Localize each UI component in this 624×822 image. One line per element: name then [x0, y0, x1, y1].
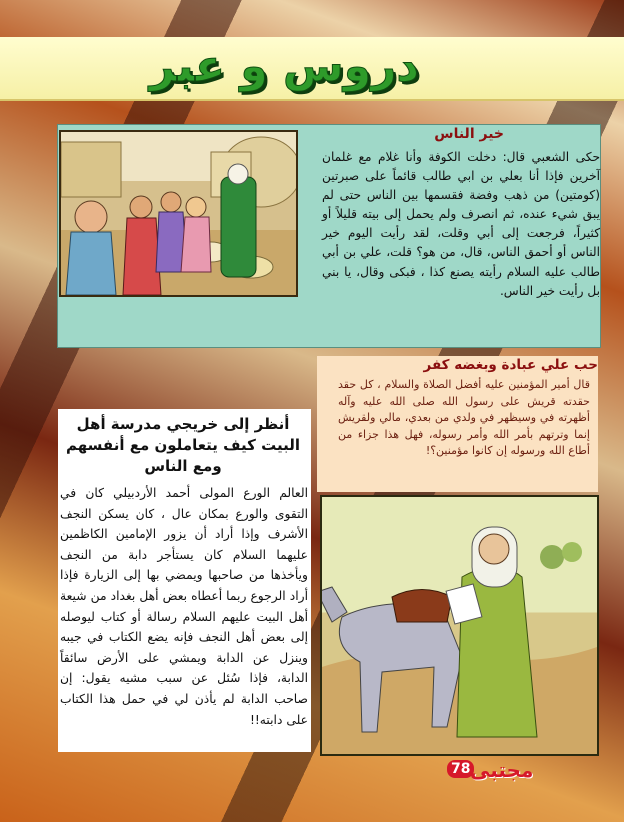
scholar-with-donkey-illustration	[320, 495, 599, 756]
article-heading: حب علي عبادة وبغضه كفر	[423, 357, 598, 373]
page-title: دروس و عبر	[149, 41, 419, 92]
page-number-badge: 78	[447, 760, 474, 778]
illustration-top-svg	[61, 132, 296, 295]
article-body: قال أمير المؤمنين عليه أفضل الصلاة والسلام ، كل حقد حقدته قريش على رسول الله صلى الله عليه وآله أظهرته في وسيظهر في ولدي من بعدي، مالي ولقريش إنما وترتهم بأمر الله وأمر رسوله، فهل هذا جزاء من أطاع الله ورسوله إن كانوا مؤمنين؟!	[338, 378, 590, 458]
article-body: حكى الشعبي قال: دخلت الكوفة وأنا غلام مع غلمان آخرين فإذا أنا بعلي بن ابي طالب قائماً على صبرتين (كومتين) من ذهب وفضة فقسمها بين الناس حتى لم يبق شيء عنده، ثم انصرف ولم يحمل إلى بيته قليلاً أو كثيراً، فرجعت إلى أبي وقلت، لقد رأيت اليوم خير الناس أو أحمق الناس، قال، من هو؟ قلت، علي بن أبي طالب عليه السلام رأيته يصنع كذا ، فبكى وقال، يا بني بل رأيت خير الناس.	[322, 150, 600, 298]
article-heading: أنظر إلى خريجي مدرسة أهل البيت كيف يتعاملون مع أنفسهم ومع الناس	[65, 415, 300, 475]
illustration-bottom-svg	[322, 497, 597, 754]
article-heading: خير الناس	[434, 126, 504, 142]
magazine-logo: مجتبى	[470, 758, 534, 782]
article-body: العالم الورع المولى أحمد الأردبيلي كان في التقوى والورع بمكان عال ، كان يسكن النجف الأشرف وإذا أراد أن يزور الإمامين الكاظمين عليهما السلام كان يستأجر دابة من النجف ويأخذها من صاحبها ويمضي بها إلى الزيارة فإذا أراد الرجوع ربما أعطاه بعض أهل بغداد من شيعة أهل البيت عليهم السلام رسالة أو كتاب ليوصله إلى بعض أهل النجف فإنه يضع الكتاب في جيبه وينزل عن الدابة ويمشي على الأرض سائقاً الدابة، فإذا سُئل عن سبب مشيه يقول: إن صاحب الدابة لم يأذن لي في حمل هذا الكتاب على دابته!!	[60, 486, 308, 727]
crowd-gold-distribution-illustration	[59, 130, 298, 297]
